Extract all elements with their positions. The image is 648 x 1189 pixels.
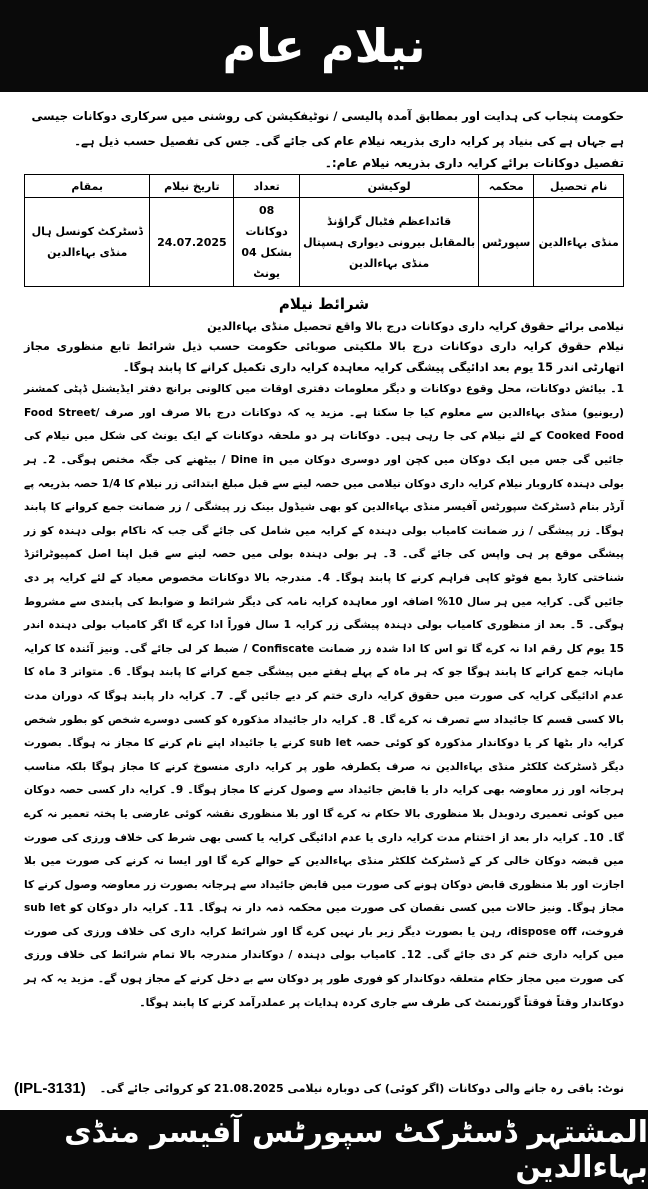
cell-count: 08 دوکانات بشکل 04 یونٹ xyxy=(234,198,300,287)
cell-date: 24.07.2025 xyxy=(150,198,234,287)
cell-venue: ڈسٹرکٹ کونسل ہال منڈی بہاءالدین xyxy=(25,198,150,287)
notice-content xyxy=(24,104,624,1015)
footer-banner xyxy=(0,1110,648,1189)
table-header-row xyxy=(25,175,624,198)
header-department: محکمہ xyxy=(479,175,534,198)
cell-location: قائداعظم فٹبال گراؤنڈ بالمقابل بیرونی دیواری ہسپتال منڈی بہاءالدین xyxy=(300,198,479,287)
cell-tehsil: منڈی بہاءالدین xyxy=(534,198,624,287)
footer-text: المشتہر ڈسٹرکٹ سپورٹس آفیسر منڈی بہاءالدین xyxy=(64,1114,648,1185)
cell-department: سپورٹس xyxy=(479,198,534,287)
shops-table xyxy=(24,174,624,287)
conditions-line-1: نیلامی برائے حقوق کرایہ داری دوکانات درج بالا واقع تحصیل منڈی بہاءالدین xyxy=(207,320,624,333)
header-location: لوکیشن xyxy=(300,175,479,198)
conditions-body: 1۔ بیائش دوکانات، محل وقوع دوکانات و دیگر معلومات دفتری اوقات میں کالونی برانچ دفتر ایڈیشنل ڈپٹی کمشنر (ریونیو) منڈی بہاءالدین سے معلوم کیا جا سکتا ہے۔ مزید یہ کہ دوکانات درج بالا صرف اور صرف Food Street/ Cooked Food کے لئے نیلام کی جا رہی ہیں۔ دوکانات ہر دو ملحقہ دوکانات کے ایک یونٹ کی شکل میں نیلام کی جائیں گی جس میں ایک دوکان میں کچن اور دوسری دوکان میں Dine in / بیٹھنے کی جگہ مختص ہوگی۔ 2۔ ہر بولی دہندہ کاروبار نیلام کرایہ داری دوکان نیلامی میں حصہ لینے سے قبل مبلغ ابتدائی زر نیلام کا 1/4 حصہ بذریعہ پے آرڈر بنام ڈسٹرکٹ سپورٹس آفیسر منڈی بہاءالدین کو بھی شیڈول بینک زر پیشگی / زر ضمانت جمع کروانے کا پابند ہوگا۔ زر پیشگی / زر ضمانت کامیاب بولی دہندہ کے کرایہ میں شامل کی جائے گی جب کہ ناکام بولی دہندہ کو زر پیشگی موقع پر ہی واپس کی جائے گی۔ 3۔ ہر بولی دہندہ بولی میں حصہ لینے سے قبل اپنا اصل کمپیوٹرائزڈ شناختی کارڈ بمع فوٹو کاپی فراہم کرنے کا پابند ہوگا۔ 4۔ مندرجہ بالا دوکانات مخصوص معیاد کے لئے کرایہ پر دی جائیں گی۔ کرایہ میں ہر سال 10% اضافہ اور معاہدہ کرایہ نامہ کی دیگر شرائط و ضوابط کی پابندی سے مشروط ہوگی۔ 5۔ بعد از منظوری کامیاب بولی دہندہ پیشگی زر کرایہ 1 سال فوراً ادا کرے گا اگر کامیاب بولی دہندہ اندر 15 یوم کل رقم ادا نہ کرے گا تو اس کا ادا شدہ زر ضمانت Confiscate / ضبط کر لی جائے گی۔ ونیز آئندہ کا کرایہ ماہانہ جمع کرانے کا پابند ہوگا جو کہ ہر ماہ کے پہلے ہفتے میں پیشگی جمع کرانے کا پابند ہوگا۔ 6۔ متواتر 3 ماہ کا عدم ادائیگی کرایہ کی صورت میں حقوق کرایہ داری ختم کر دیے جائیں گے۔ 7۔ کرایہ دار پابند ہوگا کہ دوران مدت بالا کسی قسم کا جائیداد سے تصرف نہ کرے گا۔ 8۔ کرایہ دار جائیداد مذکورہ کو کسی دوسرے شخص کو بطور شخص کرایہ دار بٹھا کر یا دوکاندار مذکورہ کو کوئی حصہ sub let کرنے یا جائیداد اپنے نام کرنے کا مجاز نہ ہوگا۔ بصورت دیگر ڈسٹرکٹ کلکٹر منڈی بہاءالدین نہ صرف یکطرفہ طور پر کرایہ داری منسوخ کرنے کا مجاز ہوگا بلکہ مناسب ہرجانہ اور زر معاوضہ بھی کرایہ دار یا قابض جائیداد سے وصول کرنے کا مجاز ہوگا۔ 9۔ کرایہ دار کسی حصہ دوکان میں کوئی تعمیری ردوبدل بلا منظوری بالا حکام نہ کرے گا اور بلا منظوری نقشہ کوئی عارضی یا پختہ تعمیر نہ کرے گا۔ 10۔ کرایہ دار بعد از اختتام مدت کرایہ داری یا عدم ادائیگی کرایہ یا کسی بھی شرط کی خلاف ورزی کی صورت میں قبضہ دوکان خالی کر کے ڈسٹرکٹ کلکٹر منڈی بہاءالدین کے حوالے کرے گا اور ایسا نہ کرنے کی صورت میں بلا اجازت اور بلا منظوری قابض دوکان ہونے کی صورت میں قابض جائیداد سے ہرجانہ بصورت زر معاوضہ وصول کرنے کا مجاز ہوگا۔ ونیز حالات میں کسی نقصان کی صورت میں محکمہ ذمہ دار نہ ہوگا۔ 11۔ کرایہ دار دوکان کو sub let فروخت، dispose off، رہن یا بصورت دیگر زیر بار نہیں کرے گا اور شرائط کرایہ داری کی خلاف ورزی کی صورت میں کرایہ داری ختم کر دی جائے گی۔ 12۔ کامیاب بولی دہندہ / دوکاندار مندرجہ بالا تمام شرائط کی خلاف ورزی کی صورت میں مجاز حکام متعلقہ دوکاندار کو فوری طور پر دوکان سے بے دخل کرنے کے مجاز ہوں گے۔ مزید یہ کہ ہر دوکاندار وقتاً فوقتاً گورنمنٹ کی طرف سے جاری کردہ ہدایات پر عملدرآمد کرنے کا پابند ہوگا۔ xyxy=(24,383,625,1009)
header-count: تعداد xyxy=(234,175,300,198)
header-tehsil: نام تحصیل xyxy=(534,175,624,198)
intro-paragraph: حکومت پنجاب کی ہدایت اور بمطابق آمدہ پالیسی / نوٹیفکیشن کی روشنی میں سرکاری دوکانات جیسی ہے جہاں ہے کی بنیاد پر کرایہ داری بذریعہ نیلام عام کی جائے گی۔ جس کی تفصیل حسب ذیل ہے۔ xyxy=(31,109,624,148)
reference-code: (IPL-3131) xyxy=(14,1079,86,1097)
banner-title: نیلام عام xyxy=(222,19,426,73)
conditions-line-2: نیلام حقوق کرایہ داری دوکانات درج بالا ملکیتی صوبائی حکومت حسب ذیل شرائط تابع منظوری مجاز اتھارٹی اندر 15 یوم بعد ادائیگی پیشگی کرایہ معاہدہ کرایہ داری تکمیل کرانے کا پابند ہوگا۔ xyxy=(24,340,624,374)
header-date: تاریخ نیلام xyxy=(150,175,234,198)
note-row xyxy=(14,1076,624,1100)
title-banner xyxy=(0,0,648,92)
table-row xyxy=(25,198,624,287)
conditions-title: شرائط نیلام xyxy=(278,295,370,313)
header-venue: بمقام xyxy=(25,175,150,198)
details-heading: تفصیل دوکانات برائے کرایہ داری بذریعہ نیلام عام:۔ xyxy=(324,156,624,170)
note-text: نوٹ: باقی رہ جانے والی دوکانات (اگر کوئی) کی دوبارہ نیلامی 21.08.2025 کو کروائی جائے گی۔ xyxy=(99,1081,624,1095)
